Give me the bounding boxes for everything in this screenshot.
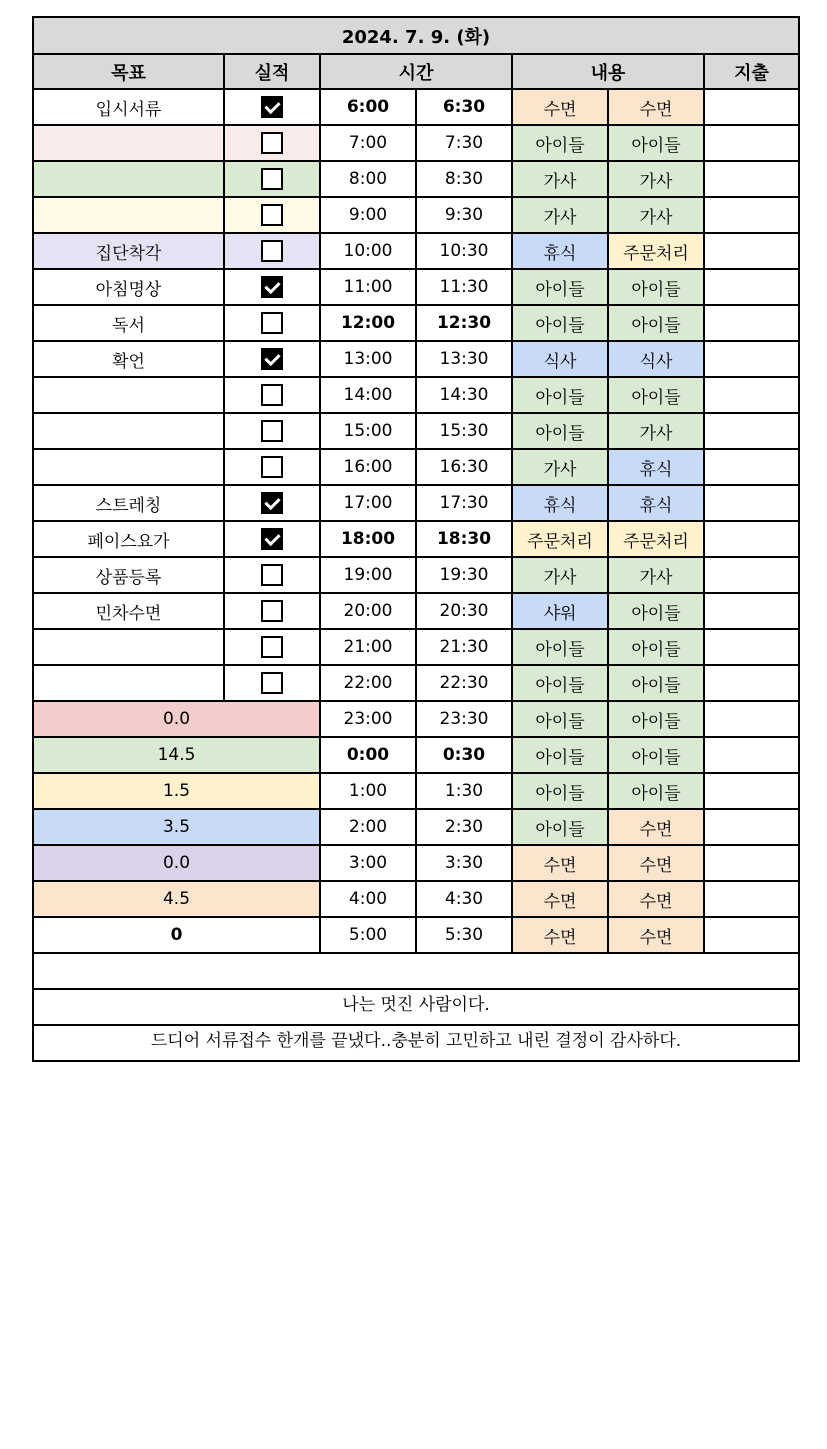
content-cell-second[interactable]: 수면 bbox=[608, 917, 704, 953]
time-end-cell: 9:30 bbox=[416, 197, 512, 233]
content-cell-first[interactable]: 아이들 bbox=[512, 737, 608, 773]
time-start-cell: 5:00 bbox=[320, 917, 416, 953]
content-cell-first[interactable]: 가사 bbox=[512, 161, 608, 197]
unchecked-checkbox[interactable] bbox=[261, 240, 283, 262]
time-start-cell: 4:00 bbox=[320, 881, 416, 917]
summary-value-cell: 0.0 bbox=[33, 701, 320, 737]
unchecked-checkbox[interactable] bbox=[261, 564, 283, 586]
header-done: 실적 bbox=[224, 54, 320, 89]
schedule-row bbox=[33, 521, 799, 557]
done-cell[interactable] bbox=[224, 413, 320, 449]
time-end-cell: 11:30 bbox=[416, 269, 512, 305]
time-end-cell: 6:30 bbox=[416, 89, 512, 125]
time-start-cell: 23:00 bbox=[320, 701, 416, 737]
unchecked-checkbox[interactable] bbox=[261, 168, 283, 190]
header-content: 내용 bbox=[512, 54, 704, 89]
content-cell-first[interactable]: 아이들 bbox=[512, 773, 608, 809]
content-cell-second[interactable]: 주문처리 bbox=[608, 521, 704, 557]
checked-checkbox[interactable] bbox=[261, 276, 283, 298]
expense-cell[interactable] bbox=[704, 593, 799, 629]
expense-cell[interactable] bbox=[704, 773, 799, 809]
content-cell-second[interactable]: 아이들 bbox=[608, 629, 704, 665]
time-end-cell: 16:30 bbox=[416, 449, 512, 485]
content-cell-second[interactable]: 아이들 bbox=[608, 737, 704, 773]
expense-cell[interactable] bbox=[704, 233, 799, 269]
done-cell[interactable] bbox=[224, 305, 320, 341]
content-cell-first[interactable]: 휴식 bbox=[512, 233, 608, 269]
goal-cell[interactable] bbox=[33, 629, 224, 665]
done-cell[interactable] bbox=[224, 485, 320, 521]
expense-cell[interactable] bbox=[704, 701, 799, 737]
done-cell[interactable] bbox=[224, 125, 320, 161]
expense-cell[interactable] bbox=[704, 917, 799, 953]
time-end-cell: 7:30 bbox=[416, 125, 512, 161]
schedule-row bbox=[33, 377, 799, 413]
content-cell-first[interactable]: 가사 bbox=[512, 449, 608, 485]
content-cell-second[interactable]: 아이들 bbox=[608, 269, 704, 305]
done-cell[interactable] bbox=[224, 233, 320, 269]
content-cell-first[interactable]: 아이들 bbox=[512, 665, 608, 701]
expense-cell[interactable] bbox=[704, 485, 799, 521]
time-start-cell: 14:00 bbox=[320, 377, 416, 413]
expense-cell[interactable] bbox=[704, 305, 799, 341]
header-time: 시간 bbox=[320, 54, 512, 89]
content-cell-first[interactable]: 가사 bbox=[512, 197, 608, 233]
content-cell-first[interactable]: 식사 bbox=[512, 341, 608, 377]
unchecked-checkbox[interactable] bbox=[261, 312, 283, 334]
time-end-cell: 19:30 bbox=[416, 557, 512, 593]
time-end-cell: 14:30 bbox=[416, 377, 512, 413]
summary-value-cell: 3.5 bbox=[33, 809, 320, 845]
summary-value-cell: 4.5 bbox=[33, 881, 320, 917]
memo-row bbox=[33, 989, 799, 1025]
time-start-cell: 10:00 bbox=[320, 233, 416, 269]
planner-table bbox=[32, 16, 800, 1062]
summary-row bbox=[33, 809, 799, 845]
time-start-cell: 21:00 bbox=[320, 629, 416, 665]
content-cell-second[interactable]: 수면 bbox=[608, 89, 704, 125]
content-cell-first[interactable]: 아이들 bbox=[512, 809, 608, 845]
time-start-cell: 11:00 bbox=[320, 269, 416, 305]
content-cell-second[interactable]: 가사 bbox=[608, 161, 704, 197]
content-cell-first[interactable]: 주문처리 bbox=[512, 521, 608, 557]
unchecked-checkbox[interactable] bbox=[261, 672, 283, 694]
summary-row bbox=[33, 701, 799, 737]
schedule-row bbox=[33, 665, 799, 701]
done-cell[interactable] bbox=[224, 593, 320, 629]
content-cell-first[interactable]: 아이들 bbox=[512, 701, 608, 737]
content-cell-first[interactable]: 수면 bbox=[512, 89, 608, 125]
expense-cell[interactable] bbox=[704, 197, 799, 233]
content-cell-second[interactable]: 아이들 bbox=[608, 305, 704, 341]
time-end-cell: 10:30 bbox=[416, 233, 512, 269]
goal-cell[interactable]: 아침명상 bbox=[33, 269, 224, 305]
schedule-row bbox=[33, 305, 799, 341]
content-cell-first[interactable]: 아이들 bbox=[512, 125, 608, 161]
schedule-row bbox=[33, 161, 799, 197]
expense-cell[interactable] bbox=[704, 557, 799, 593]
unchecked-checkbox[interactable] bbox=[261, 600, 283, 622]
time-start-cell: 22:00 bbox=[320, 665, 416, 701]
content-cell-second[interactable]: 주문처리 bbox=[608, 233, 704, 269]
done-cell[interactable] bbox=[224, 197, 320, 233]
expense-cell[interactable] bbox=[704, 845, 799, 881]
summary-value-cell: 0.0 bbox=[33, 845, 320, 881]
content-cell-second[interactable]: 아이들 bbox=[608, 665, 704, 701]
checked-checkbox[interactable] bbox=[261, 492, 283, 514]
schedule-row bbox=[33, 557, 799, 593]
date-title: 2024. 7. 9. (화) bbox=[33, 17, 799, 54]
expense-cell[interactable] bbox=[704, 377, 799, 413]
schedule-row bbox=[33, 485, 799, 521]
affirmation-memo[interactable]: 나는 멋진 사람이다. bbox=[33, 989, 799, 1025]
done-cell[interactable] bbox=[224, 161, 320, 197]
time-start-cell: 12:00 bbox=[320, 305, 416, 341]
expense-cell[interactable] bbox=[704, 665, 799, 701]
content-cell-second[interactable]: 수면 bbox=[608, 809, 704, 845]
header-goal: 목표 bbox=[33, 54, 224, 89]
content-cell-second[interactable]: 가사 bbox=[608, 197, 704, 233]
schedule-row bbox=[33, 269, 799, 305]
summary-row bbox=[33, 773, 799, 809]
done-cell[interactable] bbox=[224, 557, 320, 593]
done-cell[interactable] bbox=[224, 629, 320, 665]
spacer-cell bbox=[33, 953, 799, 989]
time-end-cell: 12:30 bbox=[416, 305, 512, 341]
time-start-cell: 17:00 bbox=[320, 485, 416, 521]
expense-cell[interactable] bbox=[704, 449, 799, 485]
expense-cell[interactable] bbox=[704, 521, 799, 557]
daily-planner-sheet bbox=[32, 16, 800, 1062]
goal-cell[interactable] bbox=[33, 377, 224, 413]
time-end-cell: 13:30 bbox=[416, 341, 512, 377]
diary-memo[interactable]: 드디어 서류접수 한개를 끝냈다..충분히 고민하고 내린 결정이 감사하다. bbox=[33, 1025, 799, 1061]
time-end-cell: 20:30 bbox=[416, 593, 512, 629]
content-cell-first[interactable]: 아이들 bbox=[512, 269, 608, 305]
done-cell[interactable] bbox=[224, 377, 320, 413]
content-cell-second[interactable]: 아이들 bbox=[608, 701, 704, 737]
time-start-cell: 16:00 bbox=[320, 449, 416, 485]
time-end-cell: 21:30 bbox=[416, 629, 512, 665]
time-start-cell: 1:00 bbox=[320, 773, 416, 809]
time-start-cell: 3:00 bbox=[320, 845, 416, 881]
spacer-row bbox=[33, 953, 799, 989]
schedule-row bbox=[33, 593, 799, 629]
content-cell-first[interactable]: 휴식 bbox=[512, 485, 608, 521]
time-end-cell: 4:30 bbox=[416, 881, 512, 917]
checked-checkbox[interactable] bbox=[261, 96, 283, 118]
schedule-row bbox=[33, 413, 799, 449]
goal-cell[interactable] bbox=[33, 161, 224, 197]
goal-cell[interactable] bbox=[33, 413, 224, 449]
time-end-cell: 3:30 bbox=[416, 845, 512, 881]
memo-row bbox=[33, 1025, 799, 1061]
goal-cell[interactable]: 상품등록 bbox=[33, 557, 224, 593]
time-start-cell: 9:00 bbox=[320, 197, 416, 233]
content-cell-first[interactable]: 아이들 bbox=[512, 305, 608, 341]
content-cell-first[interactable]: 아이들 bbox=[512, 377, 608, 413]
expense-cell[interactable] bbox=[704, 881, 799, 917]
expense-cell[interactable] bbox=[704, 341, 799, 377]
expense-cell[interactable] bbox=[704, 737, 799, 773]
expense-cell[interactable] bbox=[704, 629, 799, 665]
expense-cell[interactable] bbox=[704, 269, 799, 305]
time-end-cell: 17:30 bbox=[416, 485, 512, 521]
unchecked-checkbox[interactable] bbox=[261, 420, 283, 442]
checked-checkbox[interactable] bbox=[261, 528, 283, 550]
time-start-cell: 20:00 bbox=[320, 593, 416, 629]
unchecked-checkbox[interactable] bbox=[261, 456, 283, 478]
content-cell-second[interactable]: 아이들 bbox=[608, 377, 704, 413]
time-end-cell: 15:30 bbox=[416, 413, 512, 449]
time-end-cell: 5:30 bbox=[416, 917, 512, 953]
content-cell-second[interactable]: 수면 bbox=[608, 845, 704, 881]
time-end-cell: 8:30 bbox=[416, 161, 512, 197]
done-cell[interactable] bbox=[224, 89, 320, 125]
time-start-cell: 7:00 bbox=[320, 125, 416, 161]
content-cell-second[interactable]: 아이들 bbox=[608, 593, 704, 629]
time-start-cell: 6:00 bbox=[320, 89, 416, 125]
time-end-cell: 23:30 bbox=[416, 701, 512, 737]
unchecked-checkbox[interactable] bbox=[261, 384, 283, 406]
content-cell-first[interactable]: 아이들 bbox=[512, 629, 608, 665]
goal-cell[interactable] bbox=[33, 449, 224, 485]
summary-value-cell: 1.5 bbox=[33, 773, 320, 809]
header-row bbox=[33, 54, 799, 89]
time-end-cell: 18:30 bbox=[416, 521, 512, 557]
goal-cell[interactable] bbox=[33, 197, 224, 233]
header-expense: 지출 bbox=[704, 54, 799, 89]
unchecked-checkbox[interactable] bbox=[261, 636, 283, 658]
schedule-row bbox=[33, 449, 799, 485]
content-cell-second[interactable]: 가사 bbox=[608, 557, 704, 593]
content-cell-second[interactable]: 가사 bbox=[608, 413, 704, 449]
goal-cell[interactable] bbox=[33, 125, 224, 161]
content-cell-second[interactable]: 아이들 bbox=[608, 125, 704, 161]
time-end-cell: 1:30 bbox=[416, 773, 512, 809]
schedule-row bbox=[33, 629, 799, 665]
content-cell-first[interactable]: 아이들 bbox=[512, 413, 608, 449]
time-end-cell: 0:30 bbox=[416, 737, 512, 773]
content-cell-second[interactable]: 휴식 bbox=[608, 449, 704, 485]
time-start-cell: 0:00 bbox=[320, 737, 416, 773]
done-cell[interactable] bbox=[224, 269, 320, 305]
time-start-cell: 15:00 bbox=[320, 413, 416, 449]
time-start-cell: 18:00 bbox=[320, 521, 416, 557]
content-cell-first[interactable]: 수면 bbox=[512, 845, 608, 881]
goal-cell[interactable]: 민차수면 bbox=[33, 593, 224, 629]
schedule-row bbox=[33, 233, 799, 269]
goal-cell[interactable]: 집단착각 bbox=[33, 233, 224, 269]
content-cell-second[interactable]: 식사 bbox=[608, 341, 704, 377]
schedule-row bbox=[33, 341, 799, 377]
expense-cell[interactable] bbox=[704, 125, 799, 161]
schedule-row bbox=[33, 197, 799, 233]
checked-checkbox[interactable] bbox=[261, 348, 283, 370]
content-cell-first[interactable]: 수면 bbox=[512, 917, 608, 953]
done-cell[interactable] bbox=[224, 665, 320, 701]
unchecked-checkbox[interactable] bbox=[261, 204, 283, 226]
time-start-cell: 19:00 bbox=[320, 557, 416, 593]
schedule-row bbox=[33, 89, 799, 125]
time-end-cell: 22:30 bbox=[416, 665, 512, 701]
content-cell-first[interactable]: 수면 bbox=[512, 881, 608, 917]
done-cell[interactable] bbox=[224, 341, 320, 377]
goal-cell[interactable] bbox=[33, 665, 224, 701]
summary-value-cell: 14.5 bbox=[33, 737, 320, 773]
content-cell-first[interactable]: 샤워 bbox=[512, 593, 608, 629]
expense-cell[interactable] bbox=[704, 89, 799, 125]
goal-cell[interactable]: 입시서류 bbox=[33, 89, 224, 125]
goal-cell[interactable]: 페이스요가 bbox=[33, 521, 224, 557]
goal-cell[interactable]: 스트레칭 bbox=[33, 485, 224, 521]
unchecked-checkbox[interactable] bbox=[261, 132, 283, 154]
expense-cell[interactable] bbox=[704, 161, 799, 197]
goal-cell[interactable]: 확언 bbox=[33, 341, 224, 377]
schedule-row bbox=[33, 125, 799, 161]
expense-cell[interactable] bbox=[704, 809, 799, 845]
done-cell[interactable] bbox=[224, 449, 320, 485]
time-start-cell: 8:00 bbox=[320, 161, 416, 197]
summary-row bbox=[33, 737, 799, 773]
time-end-cell: 2:30 bbox=[416, 809, 512, 845]
summary-row bbox=[33, 917, 799, 953]
content-cell-second[interactable]: 휴식 bbox=[608, 485, 704, 521]
done-cell[interactable] bbox=[224, 521, 320, 557]
summary-row bbox=[33, 845, 799, 881]
goal-cell[interactable]: 독서 bbox=[33, 305, 224, 341]
summary-value-cell: 0 bbox=[33, 917, 320, 953]
title-row bbox=[33, 17, 799, 54]
time-start-cell: 2:00 bbox=[320, 809, 416, 845]
content-cell-second[interactable]: 수면 bbox=[608, 881, 704, 917]
content-cell-second[interactable]: 아이들 bbox=[608, 773, 704, 809]
expense-cell[interactable] bbox=[704, 413, 799, 449]
time-start-cell: 13:00 bbox=[320, 341, 416, 377]
content-cell-first[interactable]: 가사 bbox=[512, 557, 608, 593]
summary-row bbox=[33, 881, 799, 917]
